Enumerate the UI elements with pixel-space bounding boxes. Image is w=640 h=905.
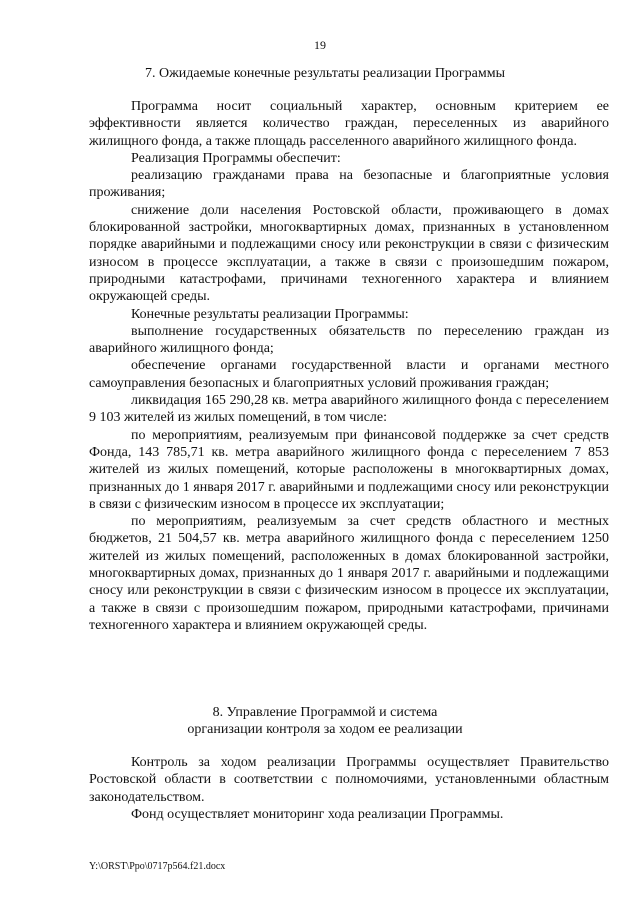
paragraph: обеспечение органами государственной власти и органами местного самоуправления безопасных и благоприятных условий проживания граждан; [89, 358, 609, 391]
section-8-title-line-2: организации контроля за ходом ее реализации [187, 722, 463, 738]
paragraph: Фонд осуществляет мониторинг хода реализации Программы. [131, 806, 504, 822]
section-7-title: 7. Ожидаемые конечные результаты реализации Программы [144, 66, 506, 81]
paragraph: Конечные результаты реализации Программы: [131, 306, 409, 322]
paragraph: ликвидация 165 290,28 кв. метра аварийного жилищного фонда с переселением 9 103 жителей из жилых помещений, в том числе: [89, 393, 609, 426]
paragraph: Контроль за ходом реализации Программы осуществляет Правительство Ростовской области в соответствии с полномочиями, установленными областным законодательством. [89, 755, 609, 805]
paragraph: по мероприятиям, реализуемым за счет средств областного и местных бюджетов, 21 504,57 кв. метра аварийного жилищного фонда с переселением 1250 жителей из жилых помещений, расположенных в домах блокированной застройки, многоквартирных домах, признанных до 1 января 2017 г. аварийными и подлежащими сносу или реконструкции в связи с физическим износом в процессе их эксплуатации, а также в связи с произошедшим пожаром, природными катастрофами, причинами техногенного характера и влиянием окружающей среды. [89, 514, 609, 633]
paragraph: Реализация Программы обеспечит: [131, 150, 341, 166]
paragraph: Программа носит социальный характер, основным критерием ее эффективности является количество граждан, переселенных из аварийного жилищного фонда, а также площадь расселенного аварийного жилищного фонда. [89, 99, 609, 149]
page-number: 19 [314, 38, 326, 52]
section-8-title [60, 704, 590, 739]
paragraph: реализацию гражданами права на безопасные и благоприятные условия проживания; [89, 168, 609, 201]
paragraph: по мероприятиям, реализуемым при финансовой поддержке за счет средств Фонда, 143 785,71 кв. метра аварийного жилищного фонда с переселением 7 853 жителей из жилых помещений, которые расположены в многоквартирных домах, признанных до 1 января 2017 г. аварийными и подлежащими сносу или реконструкции в связи с физическим износом в процессе их эксплуатации; [89, 427, 609, 512]
section-8-title-line-1: 8. Управление Программой и система [212, 705, 438, 720]
section-8-body [89, 754, 609, 823]
paragraph: снижение доли населения Ростовской области, проживающего в домах блокированной застройки, многоквартирных домах, признанных в установленном порядке аварийными и подлежащими сносу или реконструкции в связи с физическим износом в процессе эксплуатации, а также в связи с произошедшим пожаром, природными катастрофами, причинами техногенного характера и влиянием окружающей среды. [89, 202, 609, 305]
section-7-body [89, 98, 609, 634]
paragraph: выполнение государственных обязательств по переселению граждан из аварийного жилищного фонда; [89, 323, 609, 357]
file-path-footer: Y:\ORST\Ppo\0717p564.f21.docx [89, 861, 226, 872]
